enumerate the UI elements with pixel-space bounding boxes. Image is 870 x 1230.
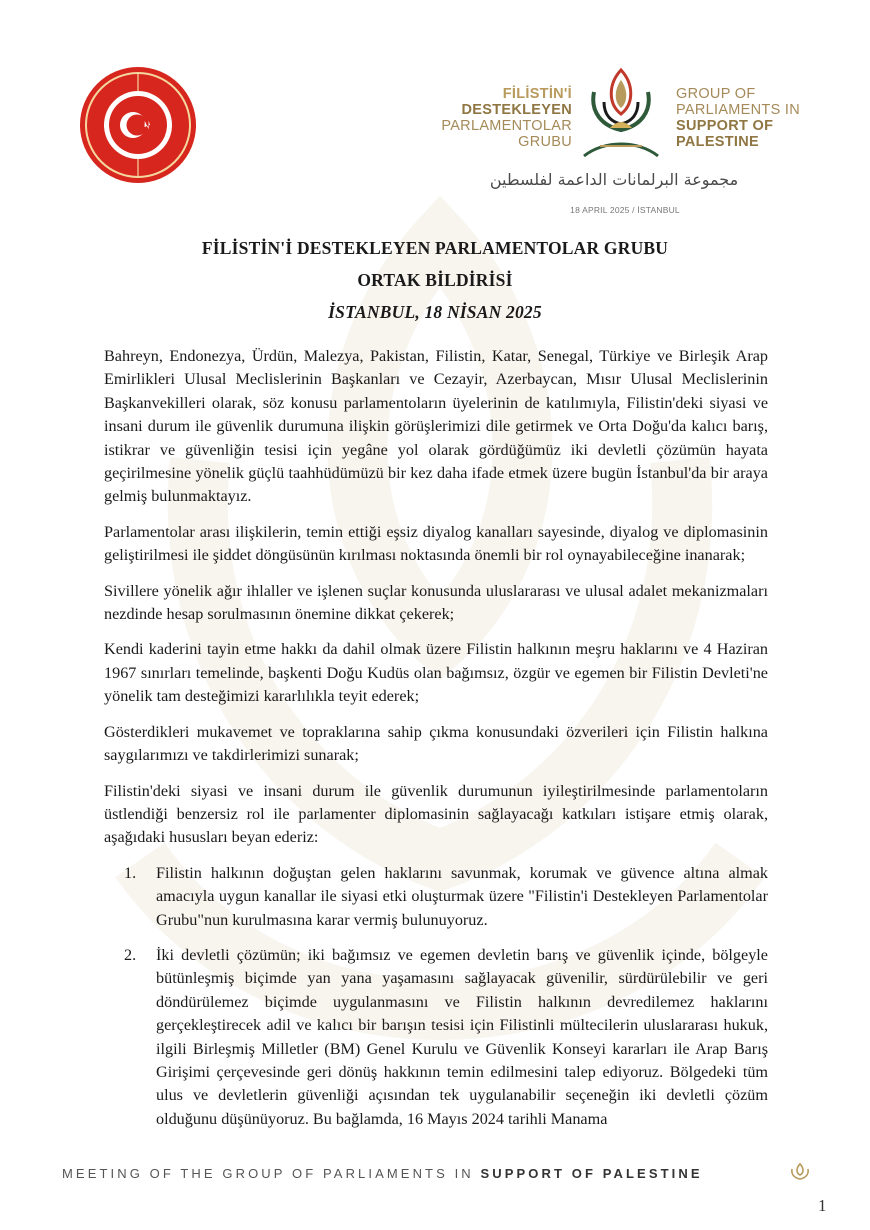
logo-en-line3: SUPPORT OF: [676, 118, 774, 134]
list-item-text: Filistin halkının doğuştan gelen haklarını savunmak, korumak ve güvence altına almak amacıyla uygun kanallar ile siyasi etki oluşturmak üzere "Filistin'i Destekleyen Parlamentolar Grubu"nun kurulmasına karar vermiş bulunuyoruz.: [156, 863, 768, 929]
logo-tr-line3: PARLAMENTOLAR: [441, 118, 572, 134]
paragraph: Kendi kaderini tayin etme hakkı da dahil olmak üzere Filistin halkının meşru haklarını ve 4 Haziran 1967 sınırları temelinde, başkenti Doğu Kudüs olan bağımsız, özgür ve egemen bir Filistin Devleti'ne yönelik tam desteğimizi kararlılıkla teyit ederek;: [104, 640, 768, 706]
list-item-text: İki devletli çözümün; iki bağımsız ve egemen devletin barış ve güvenlik içinde, bölgeyle bütünleşmiş biçimde yan yana yaşamasını sağlayacak güvenilir, sürdürülebilir ve geri döndürülemez biçimde uygulanmasını ve Filistin halkının devredilemez haklarını gerçekleştirecek adil ve kalıcı bir barışın tesisi için Filistinli mültecilerin uluslararası hukuk, ilgili Birleşmiş Milletler (BM) Genel Kurulu ve Güvenlik Konseyi kararları ile Arap Barış Girişimi çerçevesinde geri dönüş hakkının temin edilmesini talep ediyoruz. Bölgedeki tüm ulus ve devletlerin güvenliği açısından tek uygulanabilir seçeneğin iki devletli çözüm olduğunu düşünüyoruz. Bu bağlamda, 16 Mayıs 2024 tarihli Manama: [156, 945, 768, 1128]
list-item-number: 2.: [124, 945, 137, 964]
paragraph: Gösterdikleri mukavemet ve topraklarına sahip çıkma konusundaki özverileri için Filistin halkına saygılarımızı ve takdirlerimizi sunarak;: [104, 722, 768, 765]
logo-date: 18 APRIL 2025 / İSTANBUL: [570, 205, 680, 215]
declaration-list: [104, 862, 768, 1131]
logo-tr-line1: FİLİSTİN'İ: [502, 86, 572, 102]
footer-text: MEETING OF THE GROUP OF PARLIAMENTS IN: [62, 1166, 474, 1181]
paragraph: Bahreyn, Endonezya, Ürdün, Malezya, Pakistan, Filistin, Katar, Senegal, Türkiye ve Birleşik Arap Emirlikleri Ulusal Meclislerinin Başkanları ve Cezayir, Azerbaycan, Mısır Ulusal Meclislerinin Başkanvekilleri olarak, söz konusu parlamentoların üyelerinin de katılımıyla, Filistin'deki siyasi ve insani durum ile güvenlik durumuna ilişkin görüşlerimizi dile getirmek ve Orta Doğu'da kalıcı barış, istikrar ve güvenliğin tesisi için yegâne yol olarak gördüğümüz iki devletli çözümün hayata geçirilmesine yönelik güçlü taahhüdümüzü bir kez daha ifade etmek üzere bugün İstanbul'da bir araya gelmiş bulunmaktayız.: [104, 347, 768, 506]
paragraph: Parlamentolar arası ilişkilerin, temin ettiği eşsiz diyalog kanalları sayesinde, diyalog ve diplomasinin geliştirilmesi ile şiddet döngüsünün kırılması noktasında önemli bir rol oynayabileceğine inanarak;: [104, 522, 768, 565]
list-item: [104, 944, 768, 1131]
logo-text-turkish: [380, 86, 572, 150]
logo-en-line1: GROUP OF: [676, 86, 756, 102]
document-title: FİLİSTİN'İ DESTEKLEYEN PARLAMENTOLAR GRUBU: [201, 238, 669, 258]
logo-en-line2: PARLIAMENTS IN: [676, 102, 800, 118]
page-footer: [62, 1166, 703, 1181]
paragraph: Filistin'deki siyasi ve insani durum ile güvenlik durumunun iyileştirilmesinde parlamentoların üstlendiği benzersiz rol ile parlamenter diplomasinin sağlayacağı katkıları istişare etmiş olarak, aşağıdaki hususları beyan ederiz:: [104, 781, 768, 847]
logo-tr-line4: GRUBU: [518, 134, 572, 150]
footer-emblem-icon: [789, 1162, 811, 1182]
logo-tr-line2: DESTEKLEYEN: [461, 102, 572, 118]
logo-text-arabic: مجموعة البرلمانات الداعمة لفلسطين: [489, 170, 739, 189]
document-place-date: İSTANBUL, 18 NİSAN 2025: [328, 302, 542, 322]
page-number: 1: [818, 1196, 827, 1215]
document-subtitle: ORTAK BİLDİRİSİ: [357, 270, 513, 290]
document-body: [104, 345, 768, 1143]
list-item: [104, 862, 768, 932]
paragraph: Sivillere yönelik ağır ihlaller ve işlenen suçlar konusunda uluslararası ve ulusal adalet mekanizmaları nezdinde hesap sorulmasının önemine dikkat çekerek;: [104, 581, 768, 624]
gpsp-emblem-logo: [580, 66, 662, 162]
list-item-number: 1.: [124, 863, 137, 882]
logo-en-line4: PALESTINE: [676, 134, 759, 150]
footer-text-bold: SUPPORT OF PALESTINE: [480, 1166, 703, 1181]
logo-text-english: [676, 86, 856, 150]
tbmm-seal-logo: [78, 65, 198, 185]
